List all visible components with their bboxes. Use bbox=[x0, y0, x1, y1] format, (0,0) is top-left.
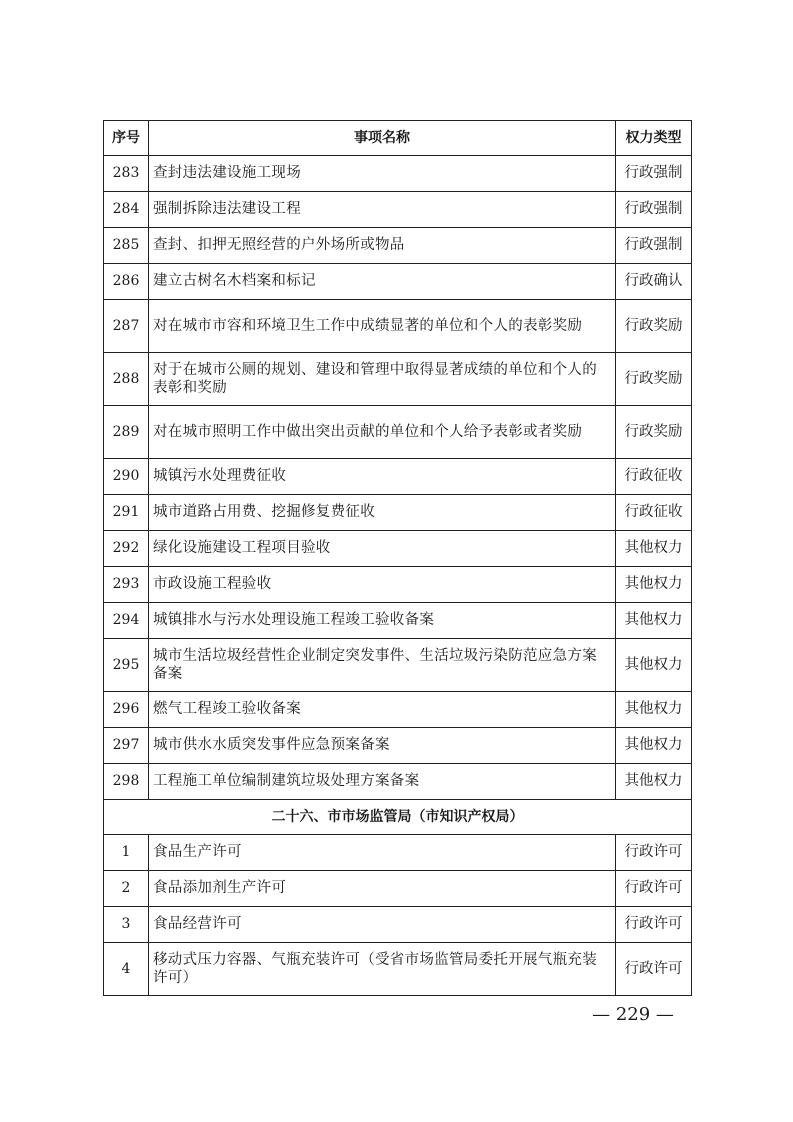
power-list-table bbox=[103, 120, 692, 996]
row-no: 293 bbox=[104, 567, 149, 603]
row-no: 298 bbox=[104, 764, 149, 800]
row-no: 2 bbox=[104, 871, 149, 907]
table-row bbox=[104, 692, 692, 728]
row-name: 建立古树名木档案和标记 bbox=[149, 264, 616, 300]
table-row bbox=[104, 406, 692, 459]
row-name: 查封、扣押无照经营的户外场所或物品 bbox=[149, 228, 616, 264]
row-type: 行政强制 bbox=[616, 192, 692, 228]
row-no: 4 bbox=[104, 943, 149, 996]
row-type: 其他权力 bbox=[616, 567, 692, 603]
row-type: 行政许可 bbox=[616, 907, 692, 943]
row-type: 其他权力 bbox=[616, 531, 692, 567]
table-row bbox=[104, 459, 692, 495]
row-name: 城市生活垃圾经营性企业制定突发事件、生活垃圾污染防范应急方案备案 bbox=[149, 639, 616, 692]
row-name: 市政设施工程验收 bbox=[149, 567, 616, 603]
table-row bbox=[104, 603, 692, 639]
row-no: 288 bbox=[104, 353, 149, 406]
row-name: 对在城市市容和环境卫生工作中成绩显著的单位和个人的表彰奖励 bbox=[149, 300, 616, 353]
row-no: 3 bbox=[104, 907, 149, 943]
row-name: 城市道路占用费、挖掘修复费征收 bbox=[149, 495, 616, 531]
row-no: 289 bbox=[104, 406, 149, 459]
row-type: 其他权力 bbox=[616, 764, 692, 800]
row-name: 移动式压力容器、气瓶充装许可（受省市场监管局委托开展气瓶充装许可） bbox=[149, 943, 616, 996]
row-name: 食品添加剂生产许可 bbox=[149, 871, 616, 907]
row-no: 297 bbox=[104, 728, 149, 764]
row-no: 292 bbox=[104, 531, 149, 567]
row-name: 强制拆除违法建设工程 bbox=[149, 192, 616, 228]
table-row bbox=[104, 228, 692, 264]
row-type: 行政许可 bbox=[616, 835, 692, 871]
row-type: 行政奖励 bbox=[616, 300, 692, 353]
table-row bbox=[104, 192, 692, 228]
table-row bbox=[104, 907, 692, 943]
row-name: 燃气工程竣工验收备案 bbox=[149, 692, 616, 728]
table-header-row bbox=[104, 121, 692, 156]
section-header-row bbox=[104, 800, 692, 835]
row-no: 286 bbox=[104, 264, 149, 300]
row-type: 行政许可 bbox=[616, 871, 692, 907]
table-row bbox=[104, 943, 692, 996]
row-name: 工程施工单位编制建筑垃圾处理方案备案 bbox=[149, 764, 616, 800]
row-type: 行政强制 bbox=[616, 156, 692, 192]
header-type: 权力类型 bbox=[616, 121, 692, 156]
row-no: 1 bbox=[104, 835, 149, 871]
row-name: 对于在城市公厕的规划、建设和管理中取得显著成绩的单位和个人的表彰和奖励 bbox=[149, 353, 616, 406]
header-no: 序号 bbox=[104, 121, 149, 156]
table-row bbox=[104, 567, 692, 603]
row-type: 其他权力 bbox=[616, 603, 692, 639]
row-name: 食品经营许可 bbox=[149, 907, 616, 943]
row-name: 城镇排水与污水处理设施工程竣工验收备案 bbox=[149, 603, 616, 639]
row-name: 城市供水水质突发事件应急预案备案 bbox=[149, 728, 616, 764]
table-row bbox=[104, 764, 692, 800]
row-name: 食品生产许可 bbox=[149, 835, 616, 871]
table-row bbox=[104, 156, 692, 192]
row-type: 行政确认 bbox=[616, 264, 692, 300]
row-name: 对在城市照明工作中做出突出贡献的单位和个人给予表彰或者奖励 bbox=[149, 406, 616, 459]
row-type: 其他权力 bbox=[616, 639, 692, 692]
table-row bbox=[104, 531, 692, 567]
header-name: 事项名称 bbox=[149, 121, 616, 156]
row-type: 行政强制 bbox=[616, 228, 692, 264]
row-type: 行政征收 bbox=[616, 459, 692, 495]
row-type: 行政奖励 bbox=[616, 406, 692, 459]
row-name: 城镇污水处理费征收 bbox=[149, 459, 616, 495]
table-row bbox=[104, 871, 692, 907]
section-title: 二十六、市市场监管局（市知识产权局） bbox=[104, 800, 692, 835]
row-no: 285 bbox=[104, 228, 149, 264]
table-row bbox=[104, 264, 692, 300]
row-no: 291 bbox=[104, 495, 149, 531]
table-row bbox=[104, 639, 692, 692]
table-row bbox=[104, 835, 692, 871]
row-name: 查封违法建设施工现场 bbox=[149, 156, 616, 192]
row-no: 287 bbox=[104, 300, 149, 353]
row-type: 其他权力 bbox=[616, 692, 692, 728]
row-name: 绿化设施建设工程项目验收 bbox=[149, 531, 616, 567]
row-no: 284 bbox=[104, 192, 149, 228]
row-type: 行政奖励 bbox=[616, 353, 692, 406]
table-row bbox=[104, 728, 692, 764]
row-no: 294 bbox=[104, 603, 149, 639]
row-no: 283 bbox=[104, 156, 149, 192]
table-row bbox=[104, 495, 692, 531]
row-no: 290 bbox=[104, 459, 149, 495]
row-type: 行政征收 bbox=[616, 495, 692, 531]
table-row bbox=[104, 353, 692, 406]
row-type: 行政许可 bbox=[616, 943, 692, 996]
table-row bbox=[104, 300, 692, 353]
row-no: 296 bbox=[104, 692, 149, 728]
row-type: 其他权力 bbox=[616, 728, 692, 764]
row-no: 295 bbox=[104, 639, 149, 692]
page-number: — 229 — bbox=[592, 1004, 674, 1025]
